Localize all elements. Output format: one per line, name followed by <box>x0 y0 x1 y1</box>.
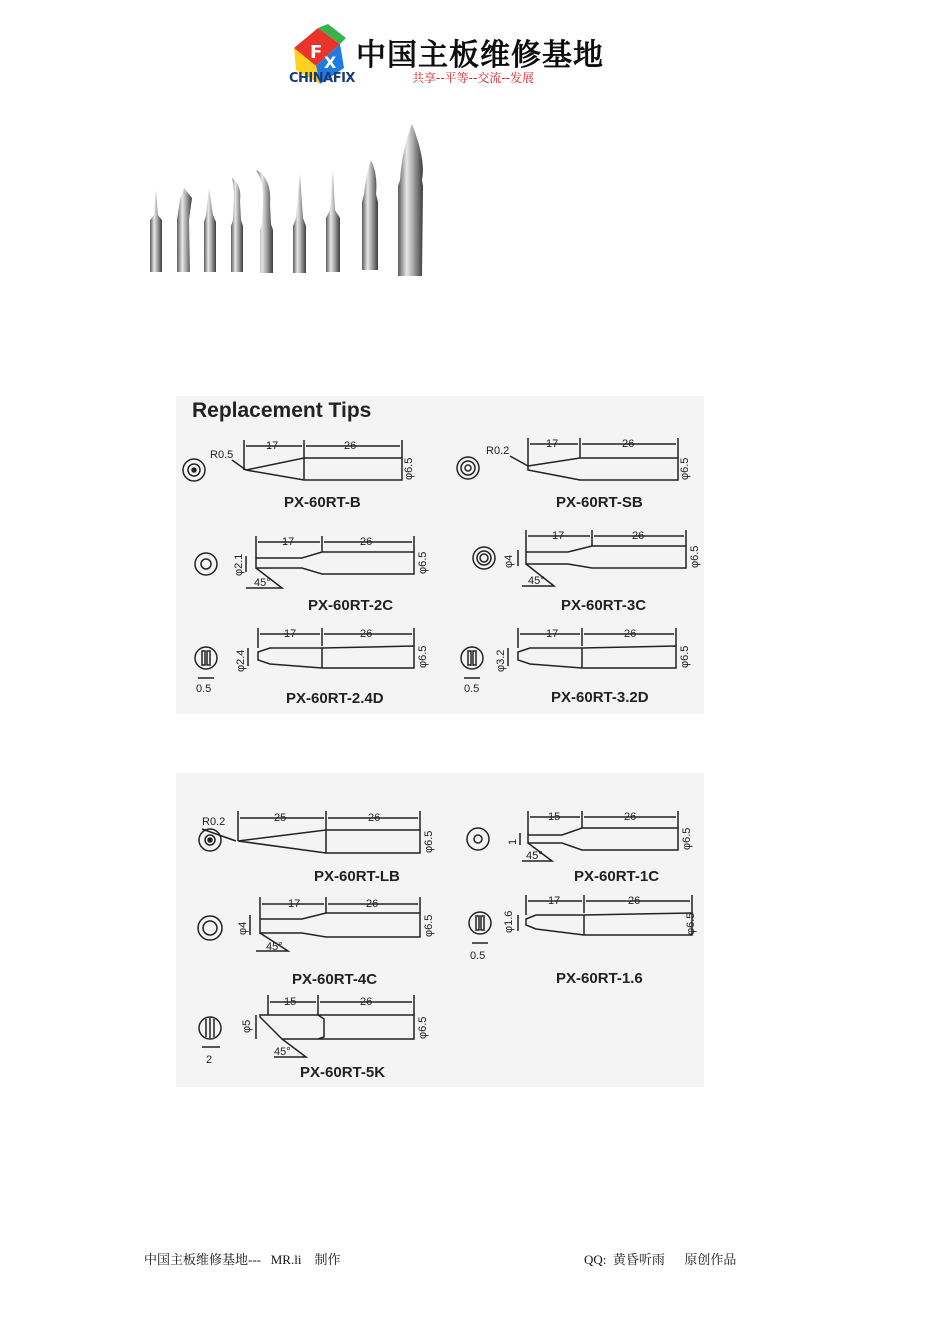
dim-label: φ2.1 <box>233 553 245 576</box>
tip-model-label: PX-60RT-3.2D <box>551 689 649 706</box>
dim-label: 25 <box>274 812 287 824</box>
dim-label: φ6.5 <box>417 645 429 668</box>
dim-label: φ5 <box>241 1019 253 1033</box>
dim-label: 1 <box>507 838 519 845</box>
dim-label: 26 <box>344 440 357 452</box>
dim-label: 17 <box>546 628 559 640</box>
tip-model-label: PX-60RT-SB <box>556 494 643 511</box>
dim-label: 26 <box>632 530 645 542</box>
dim-label: φ6.5 <box>403 457 415 480</box>
dim-label: 0.5 <box>470 950 486 962</box>
tip-model-label: PX-60RT-2.4D <box>286 690 384 707</box>
logo-letter-x: X <box>324 53 337 72</box>
dim-label: 45° <box>254 577 271 589</box>
dim-label: φ4 <box>237 921 249 935</box>
soldering-tips-photo <box>140 120 440 285</box>
dim-label: φ2.4 <box>235 649 247 672</box>
replacement-tips-panel-1 <box>176 396 704 714</box>
dim-label: 26 <box>360 996 373 1008</box>
dim-label: 45° <box>526 850 543 862</box>
tip-model-label: PX-60RT-2C <box>308 597 394 614</box>
dim-label: 17 <box>266 440 279 452</box>
tip-model-label: PX-60RT-4C <box>292 971 378 988</box>
dim-label: 26 <box>624 811 637 823</box>
dim-label: R0.2 <box>202 816 226 828</box>
dim-label: 45° <box>266 941 283 953</box>
dim-label: φ3.2 <box>495 649 507 672</box>
dim-label: φ6.5 <box>685 912 697 935</box>
dim-label: 26 <box>368 812 381 824</box>
replacement-tips-panel-2 <box>176 773 704 1087</box>
dim-label: φ4 <box>503 554 515 568</box>
dim-label: φ6.5 <box>679 457 691 480</box>
dim-label: 15 <box>284 996 297 1008</box>
dim-label: 26 <box>624 628 637 640</box>
dim-label: 45° <box>528 575 545 587</box>
dim-label: 17 <box>548 895 561 907</box>
tip-model-label: PX-60RT-5K <box>300 1064 386 1081</box>
dim-label: 17 <box>552 530 565 542</box>
dim-label: φ6.5 <box>423 830 435 853</box>
dim-label: 17 <box>288 898 301 910</box>
tip-model-label: PX-60RT-1.6 <box>556 970 643 987</box>
site-title: 中国主板维修基地 <box>356 38 604 73</box>
dim-label: φ6.5 <box>417 1016 429 1039</box>
site-slogan: 共享--平等--交流--发展 <box>412 71 534 85</box>
dim-label: 15 <box>548 811 561 823</box>
drawings-title: Replacement Tips <box>192 399 372 422</box>
dim-label: 17 <box>282 536 295 548</box>
dim-label: 17 <box>284 628 297 640</box>
dim-label: 17 <box>546 438 559 450</box>
tip-model-label: PX-60RT-LB <box>314 868 400 885</box>
dim-label: 45° <box>274 1046 291 1058</box>
dim-label: 0.5 <box>196 683 212 695</box>
dim-label: φ6.5 <box>679 645 691 668</box>
dim-label: 26 <box>360 536 373 548</box>
dim-label: φ6.5 <box>417 551 429 574</box>
footer-right: QQ: 黄昏听雨 原创作品 <box>584 1252 737 1267</box>
dim-label: φ1.6 <box>503 910 515 933</box>
dim-label: 0.5 <box>464 683 480 695</box>
dim-label: 26 <box>360 628 373 640</box>
dim-label: 26 <box>628 895 641 907</box>
logo-brand-text: CHINAFIX <box>289 71 355 86</box>
footer-left: 中国主板维修基地--- MR.li 制作 <box>144 1252 341 1267</box>
dim-label: φ6.5 <box>423 914 435 937</box>
tip-model-label: PX-60RT-1C <box>574 868 660 885</box>
dim-label: φ6.5 <box>681 827 693 850</box>
dim-label: 2 <box>206 1054 213 1066</box>
dim-label: R0.5 <box>210 449 234 461</box>
dim-label: φ6.5 <box>689 545 701 568</box>
dim-label: R0.2 <box>486 445 510 457</box>
dim-label: 26 <box>622 438 635 450</box>
logo-letter-f: F <box>310 42 323 63</box>
tip-model-label: PX-60RT-3C <box>561 597 647 614</box>
dim-label: 26 <box>366 898 379 910</box>
tip-model-label: PX-60RT-B <box>284 494 361 511</box>
